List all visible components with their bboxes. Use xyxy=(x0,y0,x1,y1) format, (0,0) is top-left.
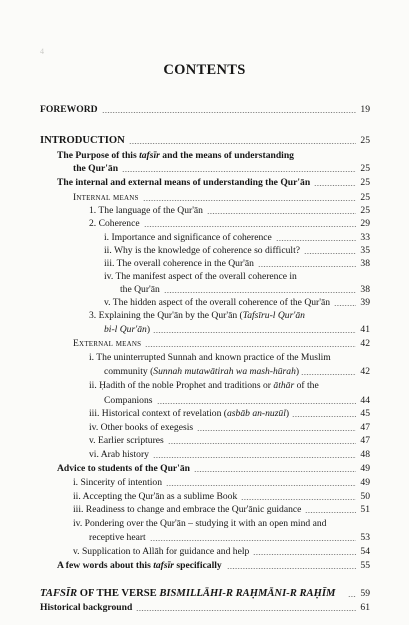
toc-entry-text: TAFSĪR OF THE VERSE BISMILLĀHI-R RAḤMĀNI-R RAḤĪM xyxy=(40,588,336,599)
toc-entry-text: INTRODUCTION xyxy=(40,135,125,146)
toc-entry-page: 55 xyxy=(360,560,370,571)
dot-leader xyxy=(150,540,356,541)
dot-leader xyxy=(292,416,356,417)
toc-entry-page: 19 xyxy=(360,104,370,115)
toc-entry-text: 1. The language of the Qur'ān xyxy=(89,205,203,216)
toc-entry-text: iii. Historical context of revelation (asbāb an-nuzūl) xyxy=(89,408,290,419)
toc-entry-page: 25 xyxy=(360,192,370,203)
toc-entry-page: 49 xyxy=(360,463,370,474)
toc-entry-text: 2. Coherence xyxy=(89,218,140,229)
toc-entry-text: i. Sincerity of intention xyxy=(73,477,162,488)
dot-leader xyxy=(348,596,356,597)
toc-entry-page: 29 xyxy=(360,218,370,229)
toc-entry-text: vi. Arab history xyxy=(89,449,149,460)
toc-entry-text: i. The uninterrupted Sunnah and known practice of the Muslim xyxy=(89,352,331,363)
toc-entry-text: Advice to students of the Qur'ān xyxy=(57,463,190,474)
toc-entry-page: 48 xyxy=(360,449,370,460)
dot-leader xyxy=(102,112,356,113)
toc-entry-page: 33 xyxy=(360,232,370,243)
toc-entry-text: community (Sunnah mutawātirah wa mash-hūrah) xyxy=(104,366,300,377)
toc-entry-text: 3. Explaining the Qur'ān by the Qur'ān (Tafsīru-l Qur'ān xyxy=(89,310,305,321)
toc-entry-page: 54 xyxy=(360,546,370,557)
toc-entry-page: 41 xyxy=(360,324,370,335)
toc-entry-text: The Purpose of this tafsīr and the means of understanding xyxy=(57,150,294,161)
toc-entry-text: The internal and external means of understanding the Qur'ān xyxy=(57,177,311,188)
toc-entry-page: 61 xyxy=(360,602,370,613)
toc-entry-text: Internal means xyxy=(73,192,139,203)
toc-entry-page: 44 xyxy=(360,395,370,406)
toc-entry-text: iv. Pondering over the Qur'ān – studying it with an open mind and xyxy=(73,518,327,529)
dot-leader xyxy=(241,499,356,500)
toc-entry-page: 38 xyxy=(360,258,370,269)
toc-entry-text: bi-l Qur'ān) xyxy=(104,324,151,335)
toc-entry-text: ii. Accepting the Qur'ān as a sublime Book xyxy=(73,491,238,502)
toc-entry-text: A few words about this tafsīr specifically xyxy=(57,560,222,571)
dot-leader xyxy=(227,568,356,569)
dot-leader xyxy=(157,403,356,404)
toc-entry-page: 25 xyxy=(360,177,370,188)
toc-entry-text: v. Earlier scriptures xyxy=(89,435,164,446)
dot-leader xyxy=(334,305,356,306)
dot-leader xyxy=(153,332,356,333)
dot-leader xyxy=(168,443,356,444)
toc-entry-text: iv. The manifest aspect of the overall coherence in xyxy=(104,271,297,282)
dot-leader xyxy=(194,471,356,472)
dot-leader xyxy=(304,253,356,254)
toc-entry-page: 53 xyxy=(360,532,370,543)
toc-entry-page: 47 xyxy=(360,422,370,433)
toc-entry-text: ii. Ḥadith of the noble Prophet and traditions or āthār of the xyxy=(89,380,319,391)
dot-leader xyxy=(207,213,356,214)
toc-entry-page: 59 xyxy=(360,588,370,599)
toc-entry-page: 47 xyxy=(360,435,370,446)
toc-entry-text: i. Importance and significance of coherence xyxy=(104,232,272,243)
dot-leader xyxy=(197,430,356,431)
toc-entry-text: v. The hidden aspect of the overall coherence of the Qur'ān xyxy=(104,297,331,308)
toc-entry-text: iv. Other books of exegesis xyxy=(89,422,194,433)
toc-entry-page: 45 xyxy=(360,408,370,419)
toc-entry-text: Historical background xyxy=(40,602,133,613)
toc-entry-text: the Qur'ān xyxy=(120,284,160,295)
dot-leader xyxy=(144,226,356,227)
toc-entry-page: 35 xyxy=(360,245,370,256)
toc-entry-page: 51 xyxy=(360,504,370,515)
toc-entry-text: iii. The overall coherence in the Qur'ān xyxy=(104,258,254,269)
dot-leader xyxy=(164,292,356,293)
toc-entry-page: 39 xyxy=(360,297,370,308)
dot-leader xyxy=(314,185,356,186)
dot-leader xyxy=(122,171,356,172)
dot-leader xyxy=(136,610,356,611)
toc-entry-page: 42 xyxy=(360,338,370,349)
toc-entry-text: ii. Why is the knowledge of coherence so difficult? xyxy=(104,245,300,256)
toc-entry-text: v. Supplication to Allāh for guidance and help xyxy=(73,546,250,557)
dot-leader xyxy=(143,200,356,201)
dot-leader xyxy=(166,485,356,486)
toc-entry-page: 49 xyxy=(360,477,370,488)
toc-entry-text: receptive heart xyxy=(89,532,146,543)
toc-entry-page: 42 xyxy=(360,366,370,377)
dot-leader xyxy=(145,346,356,347)
toc-entry-text: FOREWORD xyxy=(40,104,98,115)
toc-entry-text: Companions xyxy=(104,395,153,406)
toc-entry-page: 38 xyxy=(360,284,370,295)
toc-entry-page: 25 xyxy=(360,163,370,174)
toc-entry-page: 50 xyxy=(360,491,370,502)
page-mark: 4 xyxy=(40,47,44,56)
dot-leader xyxy=(258,266,356,267)
dot-leader xyxy=(305,512,356,513)
dot-leader xyxy=(153,457,356,458)
toc-entry-text: iii. Readiness to change and embrace the Qur'ānic guidance xyxy=(73,504,302,515)
dot-leader xyxy=(253,554,356,555)
dot-leader xyxy=(301,374,356,375)
toc-entry-page: 25 xyxy=(360,135,370,146)
toc-entry-text: the Qur'ān xyxy=(73,163,119,174)
toc-entry-page: 25 xyxy=(360,205,370,216)
dot-leader xyxy=(276,240,356,241)
page-title: CONTENTS xyxy=(163,62,246,78)
dot-leader xyxy=(129,143,356,144)
toc-entry-text: External means xyxy=(73,338,142,349)
